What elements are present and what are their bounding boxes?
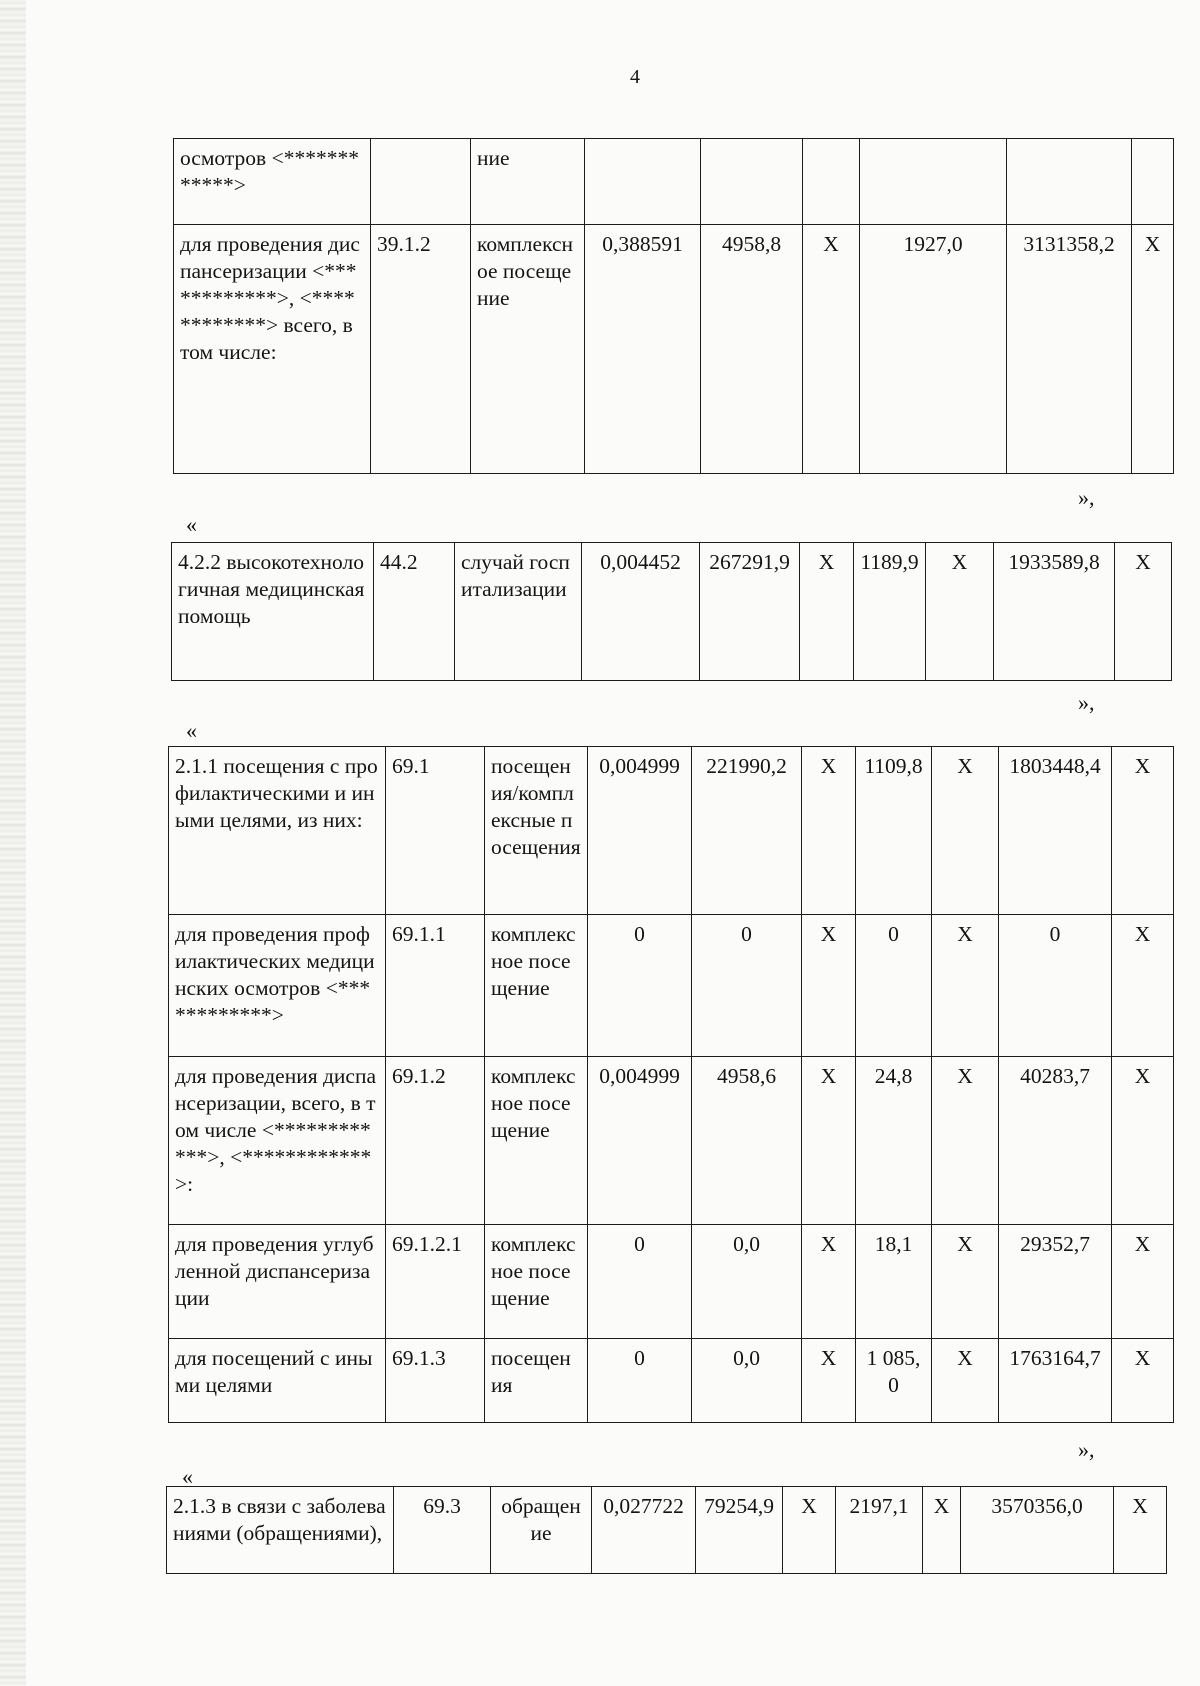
cell-value: 4958,8 xyxy=(701,225,803,474)
cell-value: Х xyxy=(1112,1339,1174,1423)
cell-value: 1189,9 xyxy=(854,543,926,681)
cell-value: 18,1 xyxy=(856,1225,932,1339)
cell-code: 39.1.2 xyxy=(371,225,471,474)
table-row xyxy=(169,915,1174,1057)
cell-unit: ние xyxy=(471,139,585,225)
cell-value: 79254,9 xyxy=(696,1487,783,1574)
cell-value: Х xyxy=(802,747,856,915)
cell-code: 69.1.2 xyxy=(386,1057,485,1225)
cell-unit: случай госпитализации xyxy=(455,543,582,681)
cell-value: 0 xyxy=(999,915,1112,1057)
cell-value: 40283,7 xyxy=(999,1057,1112,1225)
cell-value: 0,004452 xyxy=(582,543,700,681)
cell-code: 69.1.3 xyxy=(386,1339,485,1423)
cell-name: для проведения углубленной диспансеризации xyxy=(169,1225,386,1339)
cell-value: 3570356,0 xyxy=(961,1487,1114,1574)
closing-quote: », xyxy=(1078,690,1095,715)
cell-value: 24,8 xyxy=(856,1057,932,1225)
cell-value: 0,0 xyxy=(692,1339,802,1423)
cell-value xyxy=(701,139,803,225)
cell-value: 1 085,0 xyxy=(856,1339,932,1423)
cell-value: 1109,8 xyxy=(856,747,932,915)
table-row xyxy=(169,1057,1174,1225)
cell-value: Х xyxy=(1112,1057,1174,1225)
page-number: 4 xyxy=(630,66,640,88)
cell-value: 0 xyxy=(692,915,802,1057)
cell-value: Х xyxy=(800,543,854,681)
cell-value xyxy=(585,139,701,225)
cell-value: Х xyxy=(802,915,856,1057)
cell-code xyxy=(371,139,471,225)
cell-value: 0 xyxy=(588,915,692,1057)
cell-value: 0,004999 xyxy=(588,747,692,915)
table-row xyxy=(169,1225,1174,1339)
cell-unit: посещения/комплексные посещения xyxy=(485,747,588,915)
cell-code: 69.3 xyxy=(394,1487,491,1574)
cell-value: Х xyxy=(1115,543,1172,681)
cell-value: 1933589,8 xyxy=(994,543,1115,681)
cell-value: 1927,0 xyxy=(860,225,1007,474)
cell-value: Х xyxy=(932,747,999,915)
cell-value xyxy=(803,139,860,225)
cell-value: 0,004999 xyxy=(588,1057,692,1225)
cell-value: Х xyxy=(803,225,860,474)
table-1 xyxy=(173,138,1174,474)
cell-name: для проведения профилактических медицинских осмотров <************> xyxy=(169,915,386,1057)
cell-value: 29352,7 xyxy=(999,1225,1112,1339)
table-3 xyxy=(168,746,1174,1423)
cell-code: 69.1.1 xyxy=(386,915,485,1057)
cell-code: 69.1.2.1 xyxy=(386,1225,485,1339)
cell-value: Х xyxy=(1132,225,1174,474)
cell-value: Х xyxy=(932,1339,999,1423)
cell-value xyxy=(860,139,1007,225)
scan-edge xyxy=(0,0,26,1686)
cell-value: 0 xyxy=(588,1339,692,1423)
cell-value: Х xyxy=(926,543,994,681)
cell-name: для посещений с иными целями xyxy=(169,1339,386,1423)
cell-value: Х xyxy=(1112,747,1174,915)
cell-unit: комплексное посещение xyxy=(485,915,588,1057)
cell-value xyxy=(1007,139,1132,225)
table-row xyxy=(174,225,1174,474)
cell-code: 44.2 xyxy=(374,543,455,681)
cell-unit: комплексное посещение xyxy=(471,225,585,474)
cell-value: 0 xyxy=(588,1225,692,1339)
opening-quote: « xyxy=(186,718,197,743)
cell-unit: обращение xyxy=(491,1487,592,1574)
table-row xyxy=(169,1339,1174,1423)
cell-name: осмотров <************> xyxy=(174,139,371,225)
closing-quote: », xyxy=(1078,485,1095,510)
cell-value: 267291,9 xyxy=(700,543,800,681)
cell-name: для проведения диспансеризации <************>, <************> всего, в том числе: xyxy=(174,225,371,474)
cell-value: Х xyxy=(783,1487,836,1574)
cell-value: 1763164,7 xyxy=(999,1339,1112,1423)
cell-unit: комплексное посещение xyxy=(485,1225,588,1339)
cell-value: 4958,6 xyxy=(692,1057,802,1225)
cell-value: 0,027722 xyxy=(592,1487,696,1574)
cell-value: Х xyxy=(923,1487,961,1574)
closing-quote: », xyxy=(1078,1437,1095,1462)
cell-value: 2197,1 xyxy=(836,1487,923,1574)
cell-value: 3131358,2 xyxy=(1007,225,1132,474)
cell-value: Х xyxy=(802,1057,856,1225)
cell-value: 1803448,4 xyxy=(999,747,1112,915)
cell-value: 0 xyxy=(856,915,932,1057)
cell-unit: комплексное посещение xyxy=(485,1057,588,1225)
cell-value: Х xyxy=(1112,915,1174,1057)
cell-code: 69.1 xyxy=(386,747,485,915)
cell-unit: посещения xyxy=(485,1339,588,1423)
cell-value: Х xyxy=(802,1339,856,1423)
opening-quote: « xyxy=(186,512,197,537)
table-row xyxy=(172,543,1172,681)
cell-name: 2.1.3 в связи с заболеваниями (обращениями), xyxy=(167,1487,394,1574)
cell-value: Х xyxy=(1112,1225,1174,1339)
cell-value: 0,388591 xyxy=(585,225,701,474)
cell-value xyxy=(1132,139,1174,225)
table-2 xyxy=(171,542,1172,681)
cell-value: Х xyxy=(932,1057,999,1225)
opening-quote: « xyxy=(182,1464,193,1489)
cell-value: 221990,2 xyxy=(692,747,802,915)
table-row xyxy=(174,139,1174,225)
cell-value: Х xyxy=(932,915,999,1057)
table-row xyxy=(169,747,1174,915)
cell-name: 4.2.2 высокотехнологичная медицинская помощь xyxy=(172,543,374,681)
table-4 xyxy=(166,1486,1167,1574)
cell-value: Х xyxy=(932,1225,999,1339)
table-row xyxy=(167,1487,1167,1574)
cell-value: Х xyxy=(802,1225,856,1339)
cell-name: для проведения диспансеризации, всего, в том числе <************>, <************>: xyxy=(169,1057,386,1225)
cell-value: Х xyxy=(1114,1487,1167,1574)
cell-name: 2.1.1 посещения с профилактическими и иными целями, из них: xyxy=(169,747,386,915)
cell-value: 0,0 xyxy=(692,1225,802,1339)
